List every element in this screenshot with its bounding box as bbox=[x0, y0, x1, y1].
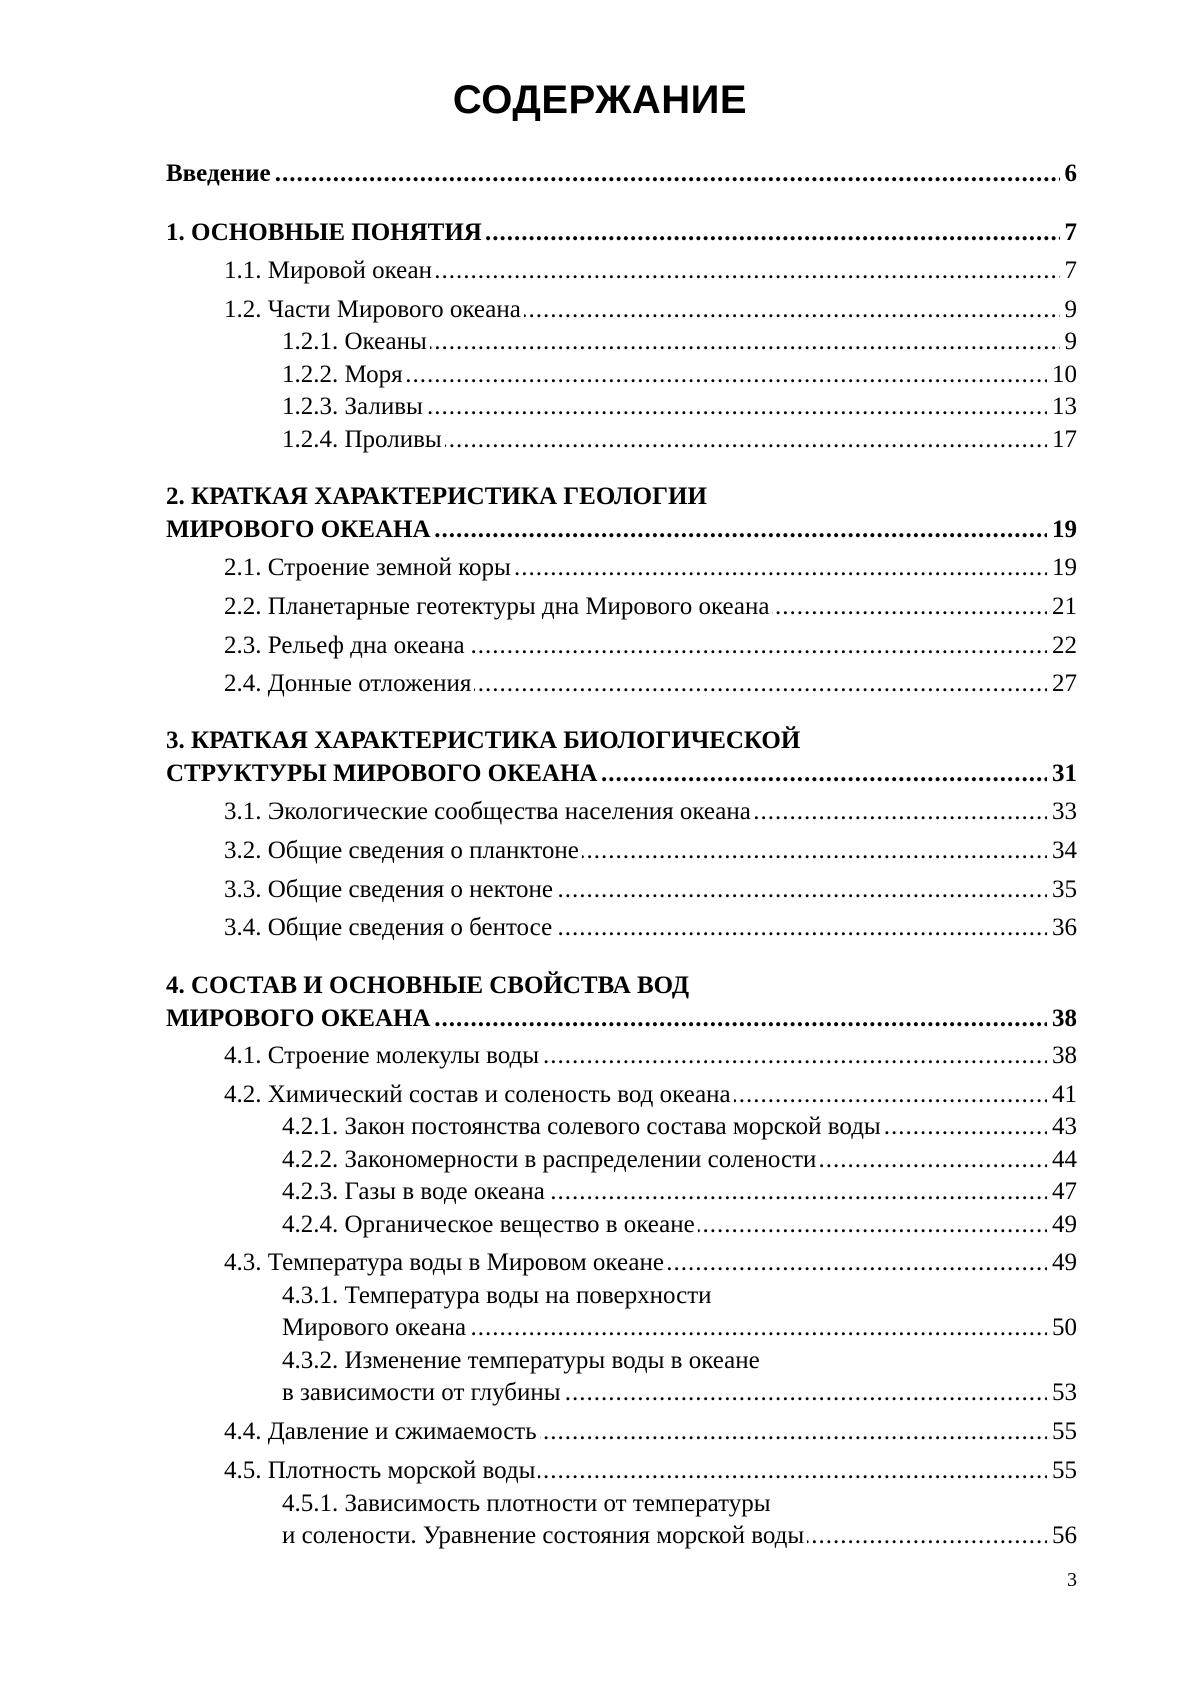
toc-entry-title: 4.5. Плотность морской воды bbox=[224, 1457, 538, 1484]
leader-dots: ........................................................................................................... bbox=[282, 326, 1077, 358]
toc-entry-page: 19 bbox=[1047, 552, 1077, 584]
toc-heading-section-3-line1: 3. КРАТКАЯ ХАРАКТЕРИСТИКА БИОЛОГИЧЕСКОЙ bbox=[166, 725, 800, 757]
toc-entry-page: 43 bbox=[1047, 1111, 1077, 1143]
leader-dots: ........................................................................... bbox=[166, 758, 1077, 790]
toc-entry-title: 4.3. Температура воды в Мировом океане bbox=[224, 1249, 667, 1276]
toc-entry-1-2-3[interactable] bbox=[282, 391, 1077, 423]
toc-entry-title: СТРУКТУРЫ МИРОВОГО ОКЕАНА bbox=[166, 760, 600, 787]
leader-dots: ................................................................................................................. bbox=[224, 1040, 1077, 1072]
toc-entry-title: 2.4. Донные отложения bbox=[224, 670, 474, 697]
toc-entry-2-2[interactable] bbox=[224, 591, 1077, 623]
toc-entry-4-5[interactable] bbox=[224, 1455, 1077, 1487]
toc-entry-title: 4.2.1. Закон постоянства солевого состава морской воды bbox=[282, 1113, 884, 1140]
toc-entry-title: 1. ОСНОВНЫЕ ПОНЯТИЯ bbox=[166, 219, 485, 246]
toc-entry-title: 4.2.3. Газы в воде океана bbox=[282, 1178, 548, 1205]
toc-entry-page: 31 bbox=[1047, 758, 1077, 790]
toc-entry-4-2-1[interactable] bbox=[282, 1111, 1077, 1143]
toc-entry-3-1[interactable] bbox=[224, 796, 1077, 828]
toc-entry-1-1[interactable] bbox=[224, 255, 1077, 287]
leader-dots: .......................................................................................................... bbox=[282, 1377, 1077, 1409]
toc-entry-page: 7 bbox=[1060, 217, 1078, 249]
toc-entry-1-2-4[interactable] bbox=[282, 424, 1077, 456]
toc-entry-title: 2.1. Строение земной коры bbox=[224, 554, 514, 581]
toc-entry-page: 38 bbox=[1047, 1003, 1077, 1035]
toc-entry-page: 7 bbox=[1060, 255, 1078, 287]
toc-entry-4-3[interactable] bbox=[224, 1247, 1077, 1279]
toc-entry-3-2[interactable] bbox=[224, 835, 1077, 867]
leader-dots: ................................................................................................................. bbox=[224, 1455, 1077, 1487]
toc-entry-title: МИРОВОГО ОКЕАНА bbox=[166, 516, 434, 543]
toc-entry-4-5-1-line1: 4.5.1. Зависимость плотности от температуры bbox=[282, 1488, 771, 1520]
toc-entry-4-4[interactable] bbox=[224, 1416, 1077, 1448]
leader-dots: ............................................................................................................................. bbox=[166, 1003, 1077, 1035]
toc-entry-title: 4.2.4. Органическое вещество в океане bbox=[282, 1211, 698, 1238]
toc-entry-page: 55 bbox=[1047, 1416, 1077, 1448]
toc-entry-title: 2.2. Планетарные геотектуры дна Мирового океана bbox=[224, 593, 772, 620]
toc-entry-title: 1.2.1. Океаны bbox=[282, 328, 430, 355]
leader-dots: .......................................................................................................... bbox=[282, 1312, 1077, 1344]
toc-entry-2-3[interactable] bbox=[224, 630, 1077, 662]
leader-dots: .......................................................................................................... bbox=[282, 424, 1077, 456]
toc-entry-title: 1.2.4. Проливы bbox=[282, 426, 445, 453]
toc-entry-intro[interactable] bbox=[166, 158, 1077, 190]
toc-entry-1-2-2[interactable] bbox=[282, 359, 1077, 391]
toc-entry-4-1[interactable] bbox=[224, 1040, 1077, 1072]
toc-entry-title: 4.2. Химический состав и соленость вод океана bbox=[224, 1081, 734, 1108]
toc-entry-page: 10 bbox=[1047, 359, 1077, 391]
toc-entry-title: 1.2.3. Заливы bbox=[282, 393, 426, 420]
toc-entry-section-2[interactable] bbox=[166, 514, 1077, 546]
leader-dots: ............................................................................................................................. bbox=[166, 514, 1077, 546]
toc-entry-4-5-1[interactable] bbox=[282, 1520, 1077, 1552]
toc-entry-title: Введение bbox=[166, 160, 274, 187]
leader-dots: .......................................................................................................... bbox=[282, 1176, 1077, 1208]
toc-entry-4-3-2[interactable] bbox=[282, 1377, 1077, 1409]
toc-entry-page: 27 bbox=[1047, 668, 1077, 700]
toc-entry-page: 22 bbox=[1047, 630, 1077, 662]
toc-entry-title: 4.1. Строение молекулы воды bbox=[224, 1042, 542, 1069]
toc-entry-4-2[interactable] bbox=[224, 1079, 1077, 1111]
leader-dots: .......................................................................................................... bbox=[282, 391, 1077, 423]
toc-entry-page: 13 bbox=[1047, 391, 1077, 423]
toc-entry-title: 4.2.2. Закономерности в распределении солености bbox=[282, 1146, 819, 1173]
toc-entry-title: МИРОВОГО ОКЕАНА bbox=[166, 1005, 434, 1032]
leader-dots: ............................................................................................................................. bbox=[166, 158, 1077, 190]
document-page bbox=[0, 0, 1200, 1697]
toc-entry-title: Мирового океана bbox=[282, 1314, 469, 1341]
toc-entry-page: 53 bbox=[1047, 1377, 1077, 1409]
page-number: 3 bbox=[1040, 1566, 1077, 1594]
toc-entry-4-2-3[interactable] bbox=[282, 1176, 1077, 1208]
toc-entry-page: 9 bbox=[1060, 294, 1078, 326]
toc-entry-page: 21 bbox=[1047, 591, 1077, 623]
page-title: СОДЕРЖАНИЕ bbox=[0, 70, 1200, 130]
leader-dots: ...................................................................................................................... bbox=[224, 255, 1077, 287]
toc-entry-title: 3.3. Общие сведения о нектоне bbox=[224, 876, 556, 903]
leader-dots: ................................................................................................................. bbox=[224, 912, 1077, 944]
toc-entry-page: 9 bbox=[1060, 326, 1078, 358]
toc-entry-page: 33 bbox=[1047, 796, 1077, 828]
leader-dots: ...................................................................................................................... bbox=[224, 294, 1077, 326]
toc-entry-title: 1.2.2. Моря bbox=[282, 361, 406, 388]
toc-entry-title: 3.4. Общие сведения о бентосе bbox=[224, 914, 555, 941]
leader-dots: ................................................................................................................. bbox=[224, 630, 1077, 662]
toc-entry-title: 1.1. Мировой океан bbox=[224, 257, 435, 284]
toc-entry-title: 3.1. Экологические сообщества населения океана bbox=[224, 798, 754, 825]
toc-entry-page: 19 bbox=[1047, 514, 1077, 546]
toc-entry-4-3-1-line1: 4.3.1. Температура воды на поверхности bbox=[282, 1280, 712, 1312]
toc-entry-page: 34 bbox=[1047, 835, 1077, 867]
leader-dots: ................................................................................................................. bbox=[224, 1416, 1077, 1448]
leader-dots: ................................................................................................................. bbox=[224, 552, 1077, 584]
toc-entry-page: 56 bbox=[1047, 1520, 1077, 1552]
toc-heading-section-4-line1: 4. СОСТАВ И ОСНОВНЫЕ СВОЙСТВА ВОД bbox=[166, 970, 689, 1002]
toc-entry-title: 1.2. Части Мирового океана bbox=[224, 296, 524, 323]
toc-entry-2-4[interactable] bbox=[224, 668, 1077, 700]
leader-dots: .......................................................................................................... bbox=[282, 359, 1077, 391]
toc-entry-1-2[interactable] bbox=[224, 294, 1077, 326]
toc-entry-title: 3.2. Общие сведения о планктоне bbox=[224, 837, 582, 864]
toc-entry-3-4[interactable] bbox=[224, 912, 1077, 944]
toc-entry-page: 36 bbox=[1047, 912, 1077, 944]
toc-entry-page: 6 bbox=[1060, 158, 1078, 190]
leader-dots: ................................................................................................................. bbox=[224, 835, 1077, 867]
toc-entry-page: 44 bbox=[1047, 1144, 1077, 1176]
toc-entry-page: 55 bbox=[1047, 1455, 1077, 1487]
toc-entry-page: 17 bbox=[1047, 424, 1077, 456]
toc-entry-page: 47 bbox=[1047, 1176, 1077, 1208]
toc-entry-section-1[interactable] bbox=[166, 217, 1077, 249]
toc-entry-page: 50 bbox=[1047, 1312, 1077, 1344]
toc-entry-page: 38 bbox=[1047, 1040, 1077, 1072]
toc-entry-title: 2.3. Рельеф дна океана bbox=[224, 632, 468, 659]
toc-entry-title: и солености. Уравнение состояния морской воды bbox=[282, 1522, 807, 1549]
toc-entry-title: в зависимости от глубины bbox=[282, 1379, 564, 1406]
toc-entry-4-3-1[interactable] bbox=[282, 1312, 1077, 1344]
toc-entry-page: 35 bbox=[1047, 874, 1077, 906]
toc-entry-section-3[interactable] bbox=[166, 758, 1077, 790]
toc-entry-4-3-2-line1: 4.3.2. Изменение температуры воды в океане bbox=[282, 1345, 760, 1377]
toc-entry-title: 4.4. Давление и сжимаемость bbox=[224, 1418, 540, 1445]
toc-entry-4-2-2[interactable] bbox=[282, 1144, 1077, 1176]
leader-dots: ................................................................................................................. bbox=[224, 668, 1077, 700]
toc-entry-4-2-4[interactable] bbox=[282, 1209, 1077, 1241]
toc-entry-page: 49 bbox=[1047, 1209, 1077, 1241]
leader-dots: ............................................................................................................................. bbox=[166, 217, 1077, 249]
toc-entry-page: 49 bbox=[1047, 1247, 1077, 1279]
toc-entry-1-2-1[interactable] bbox=[282, 326, 1077, 358]
toc-entry-section-4[interactable] bbox=[166, 1003, 1077, 1035]
toc-heading-section-2-line1: 2. КРАТКАЯ ХАРАКТЕРИСТИКА ГЕОЛОГИИ bbox=[166, 481, 707, 513]
leader-dots: ................................................................................................................. bbox=[224, 874, 1077, 906]
toc-entry-2-1[interactable] bbox=[224, 552, 1077, 584]
toc-entry-3-3[interactable] bbox=[224, 874, 1077, 906]
toc-entry-page: 41 bbox=[1047, 1079, 1077, 1111]
